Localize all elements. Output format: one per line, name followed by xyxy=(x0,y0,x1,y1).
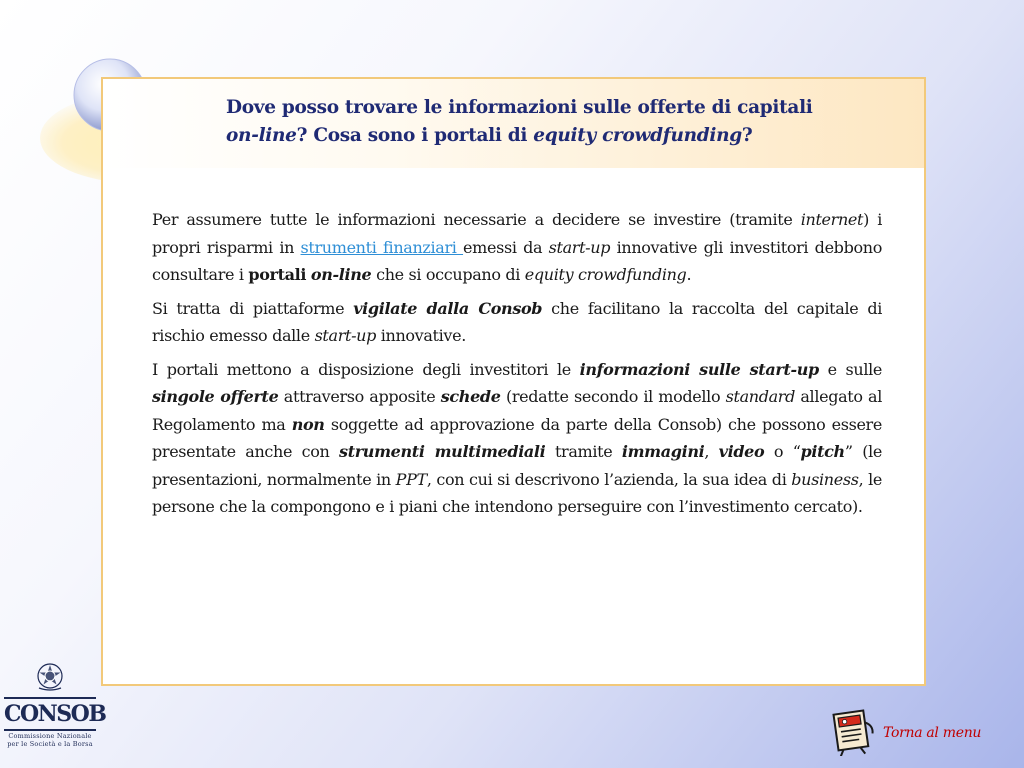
text-bold-italic: schede xyxy=(440,387,501,406)
text-italic: start-up xyxy=(548,237,611,257)
text-bold-italic: singole offerte xyxy=(152,387,279,406)
logo-subtitle-line: Commissione Nazionale xyxy=(8,732,92,740)
text-bold-italic: pitch xyxy=(800,442,845,461)
logo-subtitle xyxy=(4,732,96,748)
text-italic: start-up xyxy=(314,326,376,345)
text-span: , le persone che la compongono e i piani che intendono perseguire con l’investimento cercato). xyxy=(152,469,882,516)
text-span: che si occupano di xyxy=(371,265,525,284)
text-span: soggette ad approvazione da parte della Consob) che possono essere presentate anche con xyxy=(152,414,882,461)
title-equity-crowdfunding: equity crowdfunding xyxy=(533,125,742,146)
text-italic: PPT xyxy=(395,469,427,489)
text-span: Per assumere tutte le informazioni necessarie a decidere se investire (tramite xyxy=(152,210,801,229)
text-span: o “ xyxy=(764,442,801,461)
text-span: allegato al Regolamento ma xyxy=(152,387,882,434)
paragraph-3 xyxy=(152,356,882,521)
consob-logo xyxy=(4,660,106,760)
text-italic: business xyxy=(791,469,859,489)
title-question-mark: ? xyxy=(741,125,753,146)
page-title xyxy=(226,94,916,150)
text-span: ” (le presentazioni, normalmente in xyxy=(152,442,882,489)
text-span: e sulle xyxy=(818,359,882,379)
paragraph-1 xyxy=(152,206,882,289)
text-span: , con cui si descrivono l’azienda, la sua idea di xyxy=(426,469,792,489)
logo-wordmark: CONSOB xyxy=(4,697,96,731)
italian-republic-emblem-icon xyxy=(36,662,64,692)
menu-link-label: Torna al menu xyxy=(883,725,982,741)
text-bold-italic: on-line xyxy=(310,265,372,284)
text-bold-italic: strumenti multimediali xyxy=(339,442,546,461)
body-text xyxy=(152,206,882,527)
title-text: ? Cosa sono i portali di xyxy=(296,125,534,146)
text-bold-italic: vigilate dalla Consob xyxy=(353,298,543,318)
text-italic: equity crowdfunding xyxy=(524,265,687,284)
text-italic: internet xyxy=(800,210,864,229)
title-line-2 xyxy=(226,122,916,150)
paragraph-2 xyxy=(152,295,882,350)
text-span: che facilitano la raccolta del capitale di rischio emesso dalle xyxy=(152,298,882,345)
back-to-menu-link[interactable] xyxy=(828,706,998,756)
text-bold: portali xyxy=(248,265,307,284)
text-span: (redatte secondo il modello xyxy=(500,387,726,406)
title-online: on-line xyxy=(226,125,297,146)
text-span: innovative gli investitori debbono consultare i xyxy=(152,237,882,284)
text-bold-italic: informazioni sulle start-up xyxy=(579,359,819,379)
text-span: emessi da xyxy=(463,237,549,257)
menu-document-icon xyxy=(828,706,880,756)
text-span: ) i propri risparmi in xyxy=(152,210,882,257)
content-panel xyxy=(101,77,926,686)
text-bold-italic: immagini xyxy=(621,442,705,461)
text-span: Si tratta di piattaforme xyxy=(152,298,354,318)
text-span: tramite xyxy=(545,442,622,461)
text-span: . xyxy=(686,265,692,284)
title-line-1: Dove posso trovare le informazioni sulle offerte di capitali xyxy=(226,97,813,118)
text-span: innovative. xyxy=(375,326,466,345)
text-italic: standard xyxy=(725,387,795,406)
strumenti-finanziari-link[interactable]: strumenti finanziari xyxy=(300,237,464,257)
text-span: I portali mettono a disposizione degli investitori le xyxy=(152,359,580,379)
text-span: , xyxy=(704,442,719,461)
text-bold-italic: non xyxy=(291,414,325,434)
text-span: attraverso apposite xyxy=(278,387,441,406)
text-bold-italic: video xyxy=(718,442,765,461)
logo-subtitle-line: per le Società e la Borsa xyxy=(7,740,93,748)
